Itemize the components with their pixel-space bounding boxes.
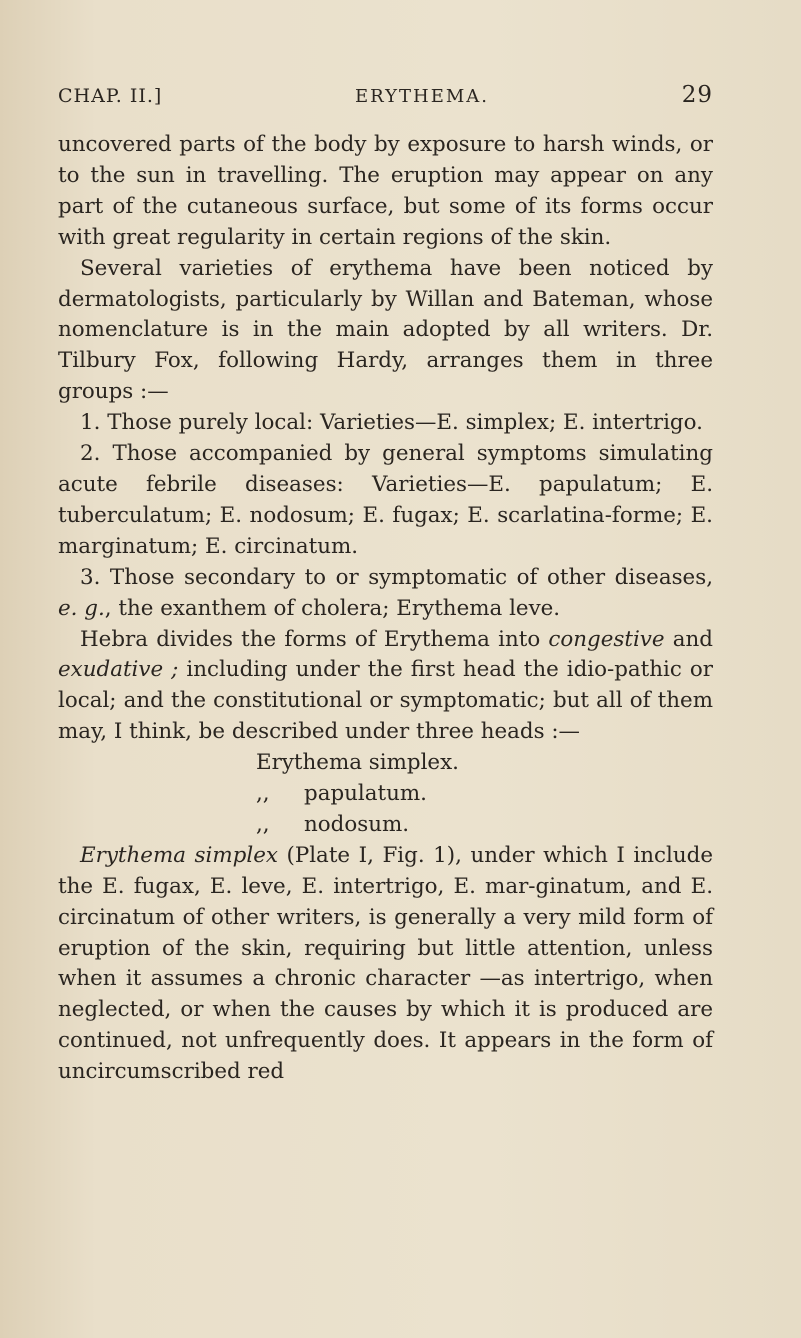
hebra-text-b: and <box>664 626 713 652</box>
exudative-italic: exudative ; <box>58 657 179 683</box>
head-simplex: Erythema simplex. <box>256 750 459 776</box>
running-header <box>58 82 713 116</box>
chapter-label: CHAP. II.] <box>58 85 163 107</box>
paragraph-varieties: Several varieties of erythema have been noticed by dermatologists, particularly by Willan and Bateman, whose nomenclature is in the main adopted by all writers. Dr. Tilbury Fox, following Hardy, arranges them in three groups :— <box>58 255 713 405</box>
paragraph-continuation: uncovered parts of the body by exposure to harsh winds, or to the sun in travelling. The eruption may appear on any part of the cutaneous surface, but some of its forms occur with great regularity in certain regions of the skin. <box>58 132 713 250</box>
hebra-text-c: including under the first head the idio-pathic or local; and the constitutional or symptomatic; but all of them may, I think, be described under three heads :— <box>58 657 713 745</box>
group-item-3 <box>58 563 713 625</box>
head-papulatum-text: papulatum. <box>304 781 427 807</box>
simplex-text: (Plate I, Fig. 1), under which I include the E. fugax, E. leve, E. intertrigo, E. mar-ginatum, and E. circinatum of other writers, is generally a very mild form of eruption of the skin, requiring but little attention, unless when it assumes a chronic character —as intertrigo, when neglected, or when the causes by which it is produced are continued, not unfrequently does. It appears in the form of uncircumscribed red <box>58 842 713 1085</box>
group-item-1: 1. Those purely local: Varieties—E. simplex; E. intertrigo. <box>80 410 703 436</box>
ditto-mark: ,, <box>256 811 270 837</box>
ditto-mark: ,, <box>256 781 270 807</box>
head-nodosum-text: nodosum. <box>304 811 410 837</box>
head-nodosum <box>256 810 713 841</box>
running-title: ERYTHEMA. <box>355 86 490 107</box>
paragraph-simplex <box>58 841 713 1088</box>
paragraph-hebra <box>58 625 713 749</box>
page-number: 29 <box>681 82 713 108</box>
book-page <box>58 82 713 1088</box>
congestive-italic: congestive <box>548 626 665 652</box>
simplex-italic: Erythema simplex <box>80 842 278 868</box>
group-item-2: 2. Those accompanied by general symptoms simulating acute febrile diseases: Varieties—E. papulatum; E. tuberculatum; E. nodosum; E. fugax; E. scarlatina-forme; E. marginatum; E. circinatum. <box>58 441 713 559</box>
eg-italic: e. g. <box>58 595 105 621</box>
head-papulatum <box>256 779 713 810</box>
hebra-text-a: Hebra divides the forms of Erythema into <box>80 626 549 652</box>
group-item-3-rest: , the exanthem of cholera; Erythema leve. <box>104 595 561 621</box>
page-body <box>58 130 713 1088</box>
heads-list <box>256 748 713 841</box>
group-item-3-text: 3. Those secondary to or symptomatic of other diseases, <box>80 564 713 590</box>
